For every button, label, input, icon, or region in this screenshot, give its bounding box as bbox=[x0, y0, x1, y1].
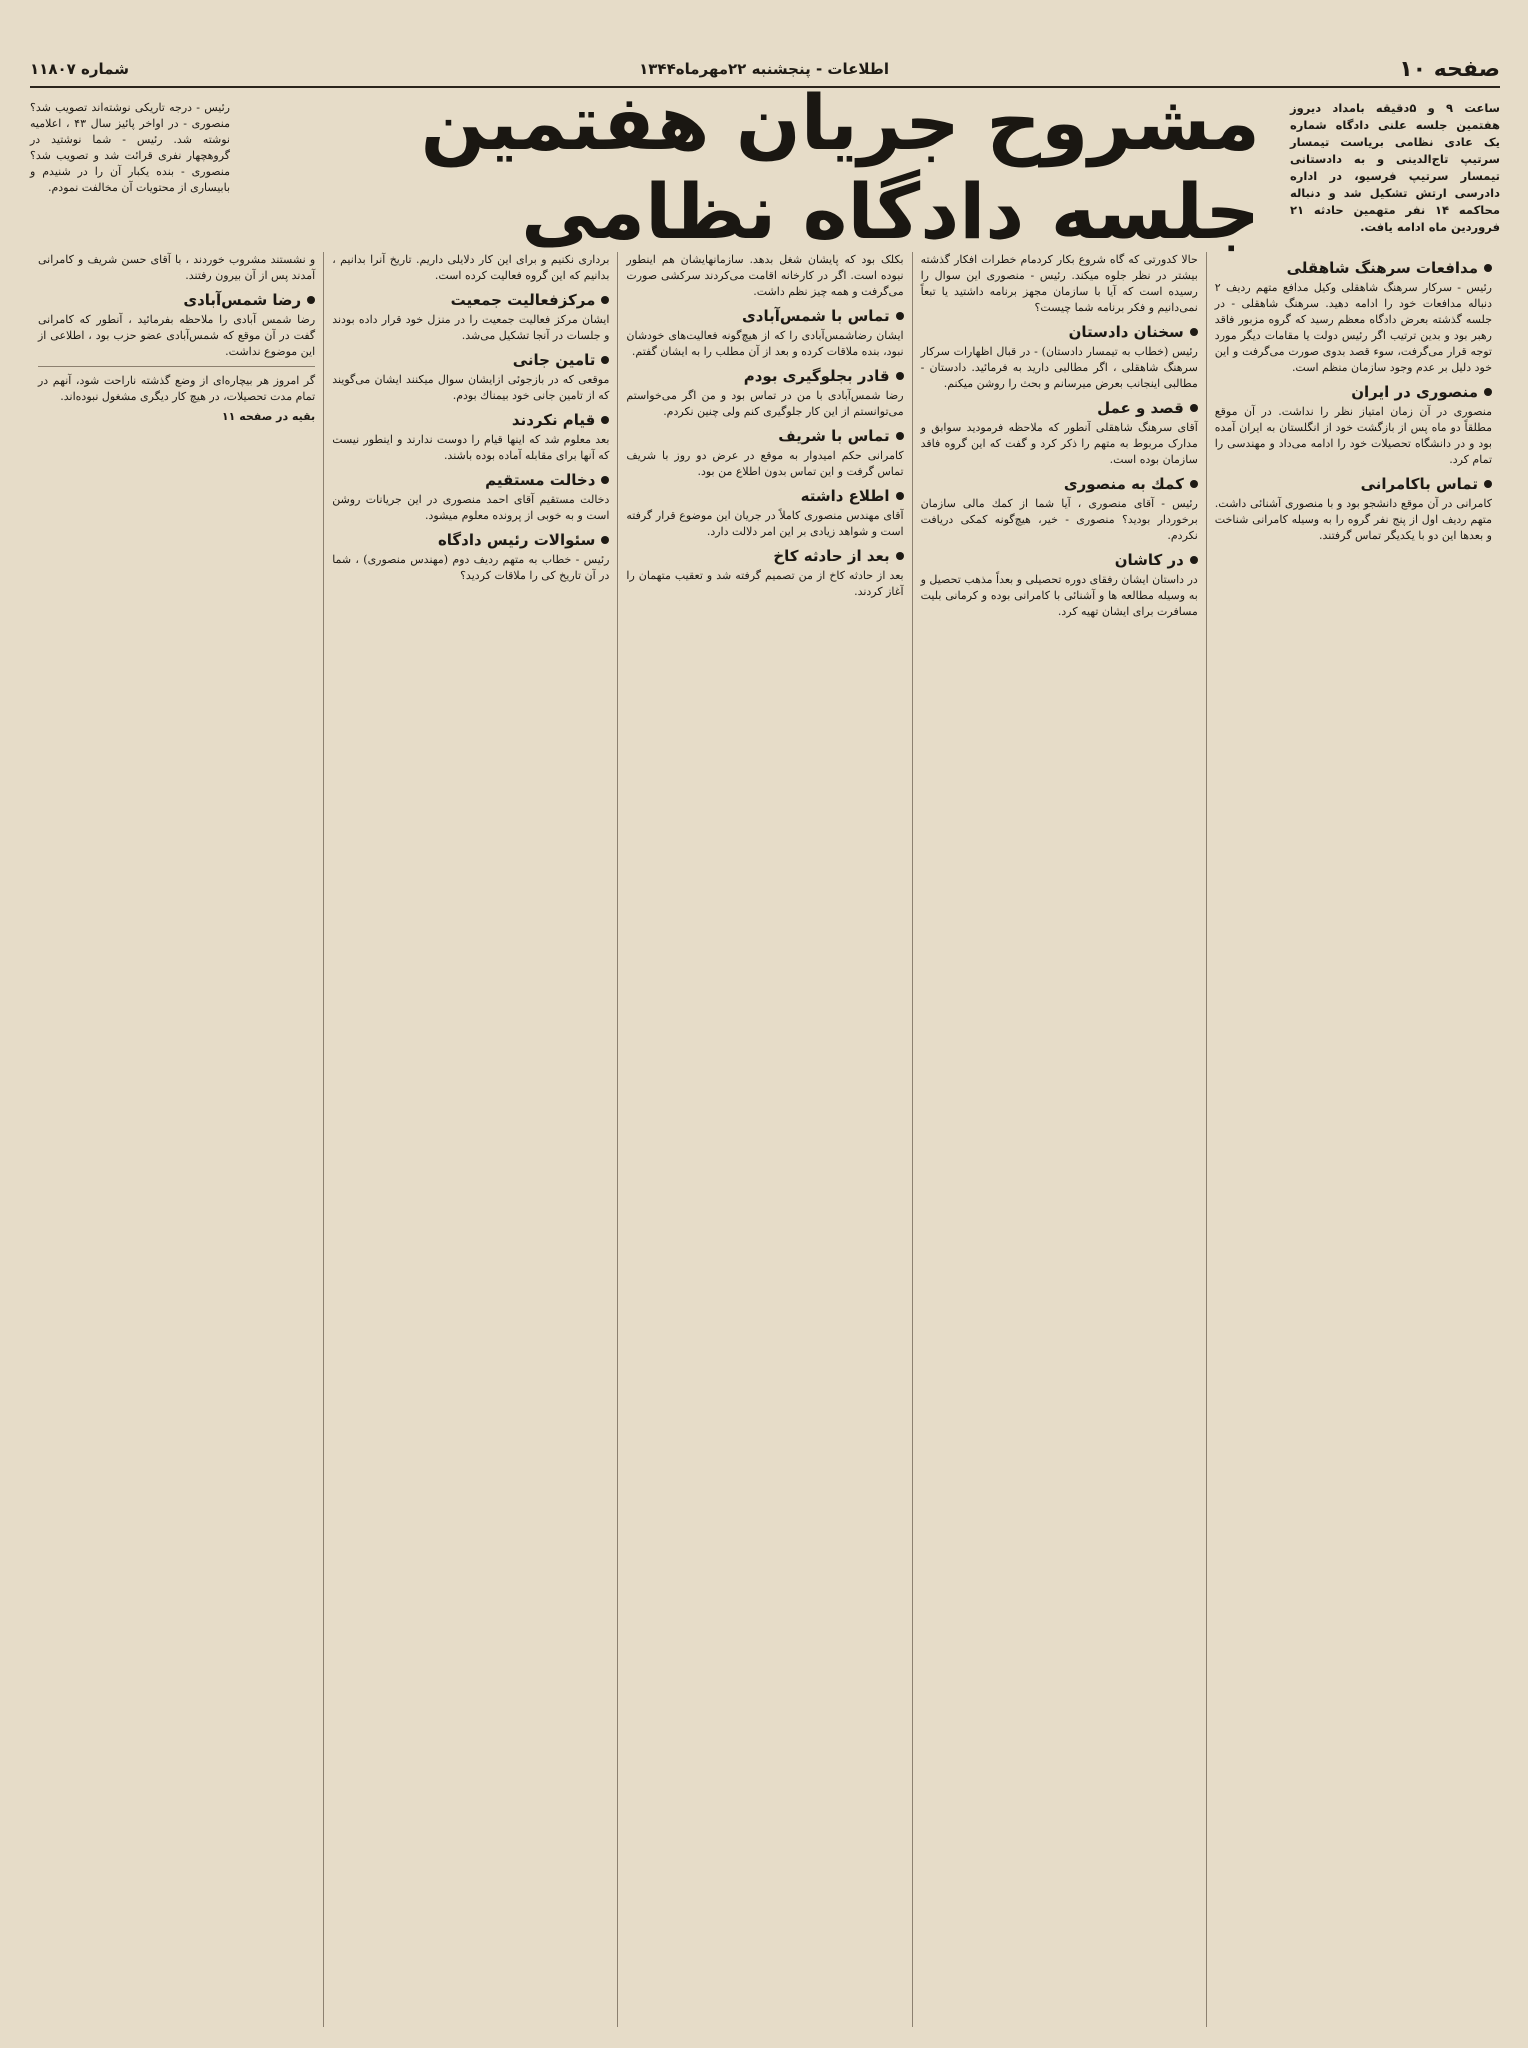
column-5 bbox=[30, 252, 323, 2027]
intro-text: ساعت ۹ و ۵دقیقه بامداد دیروز هفتمین جلسه علنی دادگاه شماره یک عادی نظامی بریاست تیمسار سرتیپ تاج‌الدینی و به دادستانی تیمسار سرتیپ فرسیو، در اداره دادرسی ارتش تشکیل شد و دنباله محاکمه ۱۴ نفر متهمین حادثه ۲۱ فروردین ماه ادامه یافت. bbox=[1290, 101, 1500, 234]
divider bbox=[38, 366, 315, 367]
subheading: رضا شمس‌آبادی bbox=[38, 292, 315, 308]
column-1 bbox=[1206, 252, 1500, 2027]
left-box-text: رئیس - درجه تاریکی نوشته‌اند تصویب شد؟ منصوری - در اواخر پائیز سال ۴۳ ، اعلامیه نوشته شد. رئیس - شما نوشتید در گروهچهار نفری قرائت شد و تصویب شد؟ منصوری - بنده یکبار آن را در شنیدم و بابیساری از محتویات آن مخالفت نمودم. bbox=[30, 101, 230, 194]
paragraph: رئیس (خطاب به تیمسار دادستان) - در قبال اظهارات سرکار سرهنگ شاهقلی ، اگر مطالبی دارید به فرمائید. دادستان - مطالبی اینجانب بعرض میرسانم و بحث را روشن میکنم. bbox=[920, 345, 1198, 390]
subheading: مدافعات سرهنگ شاهقلی bbox=[1215, 260, 1492, 276]
bullet-icon bbox=[601, 296, 609, 304]
paragraph: بکلک بود که پایشان شغل بدهد. سازمانهایشان هم اینطور نبوده است. اگر در کارخانه اقامت می‌کردند سرکشی صورت می‌گرفت و همه چیز نظم داشت. bbox=[626, 253, 904, 298]
headline-box bbox=[260, 78, 1260, 256]
paragraph: دخالت مستقیم آقای احمد منصوری در این جریانات روشن است و به خوبی از پرونده معلوم میشود. bbox=[332, 493, 610, 522]
headline: مشروح جریان هفتمین جلسه دادگاه نظامی bbox=[420, 78, 1260, 256]
bullet-icon bbox=[896, 432, 904, 440]
bullet-icon bbox=[1484, 264, 1492, 272]
subheading: در کاشان bbox=[921, 552, 1198, 568]
column-4 bbox=[323, 252, 617, 2027]
newspaper-page bbox=[30, 52, 1500, 2027]
bullet-icon bbox=[1190, 480, 1198, 488]
paragraph: ایشان مرکز فعالیت جمعیت را در منزل خود قرار داده بودند و جلسات در آنجا تشکیل می‌شد. bbox=[332, 313, 610, 342]
subheading: قصد و عمل bbox=[921, 400, 1198, 416]
subheading: مرکزفعالیت جمعیت bbox=[332, 292, 609, 308]
bullet-icon bbox=[896, 312, 904, 320]
paragraph: کامرانی حکم امیدوار به موقع در عرض دو روز با شریف تماس گرفت و این تماس بدون اطلاع من بود. bbox=[626, 449, 904, 478]
paragraph: آقای مهندس منصوری کاملاً در جریان این موضوع قرار گرفته است و شواهد زیادی بر این امر دلالت دارد. bbox=[626, 509, 904, 538]
subheading: اطلاع داشته bbox=[626, 488, 903, 504]
paragraph: رضا شمس آبادی را ملاحظه بفرمائید ، آنطور که کامرانی گفت در آن موقع که شمس‌آبادی عضو حزب بود ، اطلاعی از این موضوع نداشت. bbox=[37, 313, 316, 358]
page-number: صفحه ۱۰ bbox=[1399, 56, 1500, 82]
paragraph: رئیس - آقای منصوری ، آیا شما از کمك مالی سازمان برخوردار بودید؟ منصوری - خیر، هیچ‌گونه کمکی دریافت نکردم. bbox=[920, 497, 1198, 542]
subheading: کمك به منصوری bbox=[921, 476, 1198, 492]
article-columns bbox=[30, 252, 1500, 2027]
bullet-icon bbox=[896, 372, 904, 380]
bullet-icon bbox=[896, 492, 904, 500]
paragraph: موقعی که در بازجوئی ازایشان سوال میکنند ایشان می‌گویند که از تامین جانی خود بیمناك بودم. bbox=[332, 373, 610, 402]
bullet-icon bbox=[601, 476, 609, 484]
bullet-icon bbox=[1190, 556, 1198, 564]
bullet-icon bbox=[601, 416, 609, 424]
subheading: قادر بجلوگیری بودم bbox=[626, 368, 903, 384]
subheading: تماس با شمس‌آبادی bbox=[626, 308, 903, 324]
subheading: دخالت مستقیم bbox=[332, 472, 609, 488]
subheading: قیام نکردند bbox=[332, 412, 609, 428]
paragraph: بعد معلوم شد که اینها قیام را دوست ندارند و اینطور نیست که آنها برای مقابله آماده بوده باشند. bbox=[332, 433, 610, 462]
paragraph: بعد از حادثه کاخ از من تصمیم گرفته شد و تعقیب متهمان را آغاز کردند. bbox=[626, 569, 904, 598]
subheading: سخنان دادستان bbox=[921, 324, 1198, 340]
paragraph: در داستان ایشان رفقای دوره تحصیلی و بعداً مذهب تحصیل و به وسیله مطالعه ها و آشنائی با کامرانی بوده و کرمانی بلیت مسافرت برای ایشان تهیه کرد. bbox=[920, 573, 1198, 618]
paragraph: رئیس - خطاب به متهم ردیف دوم (مهندس منصوری) ، شما در آن تاریخ کی را ملاقات کردید؟ bbox=[332, 553, 610, 582]
paragraph: کامرانی در آن موقع دانشجو بود و با منصوری آشنائی داشت. متهم ردیف اول از پنج نفر گروه را به وسیله کامرانی شناخت و بعدها این دو با یکدیگر تماس گرفتند. bbox=[1214, 497, 1492, 542]
paragraph: برداری نکنیم و برای این کار دلایلی داریم. تاریخ آنرا بدانیم ، بدانیم که این گروه فعالیت کرده است. bbox=[332, 253, 610, 282]
column-2 bbox=[912, 252, 1206, 2027]
column-3 bbox=[617, 252, 911, 2027]
bullet-icon bbox=[307, 296, 315, 304]
subheading: تامین جانی bbox=[332, 352, 609, 368]
continued-note: بقیه در صفحه ۱۱ bbox=[221, 410, 316, 423]
subheading: تماس باکامرانی bbox=[1215, 476, 1492, 492]
bullet-icon bbox=[601, 356, 609, 364]
bullet-icon bbox=[1484, 480, 1492, 488]
bullet-icon bbox=[896, 552, 904, 560]
paragraph: منصوری در آن زمان امتیاز نظر را نداشت. در آن موقع مطلقاً دو ماه پس از بازگشت خود از انگلستان به ایران آمده بود و در دانشگاه تحصیلات خود را ادامه می‌داد و مهندسی را تمام کرد. bbox=[1214, 405, 1492, 466]
bullet-icon bbox=[601, 536, 609, 544]
date-line: اطلاعات - پنجشنبه ۲۲مهرماه۱۳۴۴ bbox=[639, 60, 890, 78]
subheading: تماس با شریف bbox=[626, 428, 903, 444]
paragraph: رضا شمس‌آبادی با من در تماس بود و من اگر می‌خواستم می‌توانستم از این کار جلوگیری کنم ولی چنین نکردم. bbox=[626, 389, 904, 418]
issue-number: شماره ۱۱۸۰۷ bbox=[30, 60, 129, 78]
subheading: سئوالات رئیس دادگاه bbox=[332, 532, 609, 548]
bullet-icon bbox=[1484, 388, 1492, 396]
paragraph: و نشستند مشروب خوردند ، با آقای حسن شریف و کامرانی آمدند پس از آن بیرون رفتند. bbox=[37, 253, 316, 282]
paragraph: ایشان رضاشمس‌آبادی را که از هیچ‌گونه فعالیت‌های خودشان نبود، بنده ملاقات کرده و بعد از آن مطلب را به ایشان گفتم. bbox=[626, 329, 904, 358]
subheading: منصوری در ایران bbox=[1215, 384, 1492, 400]
paragraph: رئیس - سرکار سرهنگ شاهقلی وکیل مدافع متهم ردیف ۲ دنباله مدافعات خود را ادامه دهید. سرهنگ شاهقلی - در جلسه گذشته بعرض دادگاه معظم رسید که گروه مزبور فاقد رهبر بود و بدین ترتیب اگر رئیس دولت یا مقامات دیگر مورد توجه قرار می‌گرفت، سوء قصد بدوی صورت می‌گرفت و این خود دلیل بر عدم وجود سازمان منظم است. bbox=[1214, 281, 1492, 374]
paragraph: آقای سرهنگ شاهقلی آنطور که ملاحظه فرمودید سوابق و مدارک مربوط به متهم را ذکر کرد و گفت که این گروه فاقد سازمان بوده است. bbox=[920, 421, 1198, 466]
subheading: بعد از حادثه کاخ bbox=[626, 548, 903, 564]
bullet-icon bbox=[1190, 328, 1198, 336]
paragraph: گر امروز هر بیچاره‌ای از وضع گذشته ناراحت شود، آنهم در تمام مدت تحصیلات، در هیچ کار دیگری مشغول نبوده‌اند. bbox=[37, 374, 316, 403]
paragraph: حالا کدورتی که گاه شروع بکار کردمام خطرات افکار گذشته بیشتر در نظر جلوه میکند. رئیس - منصوری این سوال را رسیده است که آیا با سازمان مجهز برنامه داشتید یا تبعاً نمی‌دانیم و فکر برنامه شما چیست؟ bbox=[920, 253, 1198, 314]
bullet-icon bbox=[1190, 404, 1198, 412]
